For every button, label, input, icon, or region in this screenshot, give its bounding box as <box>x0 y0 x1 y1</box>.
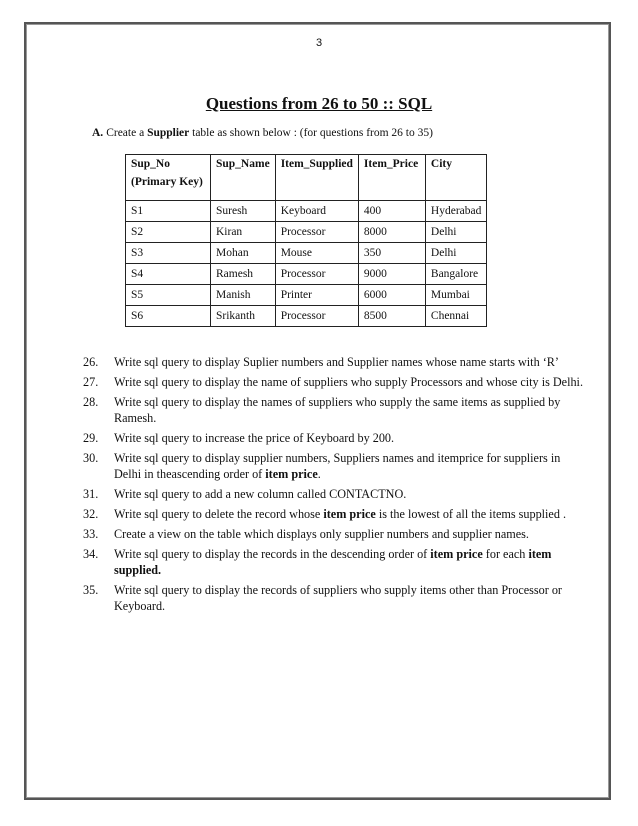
cell-sup-name: Manish <box>211 285 276 306</box>
header-sup-name: Sup_Name <box>211 155 276 201</box>
table-header-row <box>126 155 487 201</box>
question-item <box>83 582 583 614</box>
question-text-part: Write sql query to add a new column called CONTACTNO. <box>114 487 407 501</box>
cell-sup-name: Ramesh <box>211 264 276 285</box>
question-item <box>83 394 583 426</box>
question-text-part: Write sql query to increase the price of Keyboard by 200. <box>114 431 395 445</box>
question-text-part: Write sql query to delete the record whose <box>114 507 324 521</box>
question-emphasis: item supplied. <box>114 547 552 577</box>
cell-sup-no: S4 <box>126 264 211 285</box>
question-text-part: Write sql query to display supplier numbers, Suppliers names and itemprice for suppliers in Delhi in theascending order of <box>114 451 561 481</box>
header-city: City <box>425 155 486 201</box>
cell-item-price: 8000 <box>358 222 425 243</box>
question-emphasis: item price <box>265 467 318 481</box>
cell-item-price: 8500 <box>358 306 425 327</box>
cell-item-supplied: Processor <box>275 264 358 285</box>
cell-item-supplied: Processor <box>275 222 358 243</box>
header-sup-no-label: Sup_No <box>131 158 170 170</box>
question-text-part: Write sql query to display the name of suppliers who supply Processors and whose city is Delhi. <box>114 375 583 389</box>
cell-city: Mumbai <box>425 285 486 306</box>
header-primary-key-label: (Primary Key) <box>131 176 203 188</box>
question-item <box>83 450 583 482</box>
header-sup-no <box>126 155 211 201</box>
cell-sup-name: Srikanth <box>211 306 276 327</box>
question-item <box>83 430 583 446</box>
question-item <box>83 354 583 370</box>
cell-sup-no: S2 <box>126 222 211 243</box>
table-row <box>126 306 487 327</box>
question-number: 31. <box>83 487 99 501</box>
question-text-part: Write sql query to display the records in the descending order of <box>114 547 431 561</box>
cell-item-price: 350 <box>358 243 425 264</box>
question-number: 30. <box>83 451 99 465</box>
question-text-part: for each <box>482 547 529 561</box>
header-item-supplied: Item_Supplied <box>275 155 358 201</box>
cell-sup-no: S5 <box>126 285 211 306</box>
cell-item-price: 9000 <box>358 264 425 285</box>
cell-sup-no: S1 <box>126 201 211 222</box>
cell-sup-no: S6 <box>126 306 211 327</box>
question-text-part: Write sql query to display the names of suppliers who supply the same items as supplied by Ramesh. <box>114 395 561 425</box>
question-text <box>114 394 583 426</box>
header-item-price: Item_Price <box>358 155 425 201</box>
table-body <box>126 201 487 327</box>
cell-city: Delhi <box>425 243 486 264</box>
cell-item-supplied: Printer <box>275 285 358 306</box>
question-text <box>114 450 583 482</box>
question-number: 33. <box>83 527 99 541</box>
page-number: 3 <box>315 37 323 49</box>
question-text-part: . <box>317 467 321 481</box>
table-row <box>126 201 487 222</box>
question-text-part: is the lowest of all the items supplied . <box>375 507 567 521</box>
cell-item-supplied: Mouse <box>275 243 358 264</box>
question-number: 32. <box>83 507 99 521</box>
question-item <box>83 546 583 578</box>
cell-city: Bangalore <box>425 264 486 285</box>
question-list <box>83 354 583 618</box>
question-text-part: Create a view on the table which displays only supplier numbers and supplier names. <box>114 527 529 541</box>
question-text-part: Write sql query to display the records of suppliers who supply items other than Processor or Keyboard. <box>114 583 562 613</box>
page-title: Questions from 26 to 50 :: SQL <box>205 94 433 113</box>
intro-table-name: Supplier <box>147 127 190 139</box>
question-emphasis: item price <box>430 547 483 561</box>
question-item <box>83 374 583 390</box>
intro-text-before: Create a <box>106 127 148 139</box>
question-number: 29. <box>83 431 99 445</box>
table-row <box>126 285 487 306</box>
intro-line <box>92 127 433 139</box>
cell-sup-name: Mohan <box>211 243 276 264</box>
cell-item-price: 400 <box>358 201 425 222</box>
intro-text-after: table as shown below : (for questions from 26 to 35) <box>189 127 433 139</box>
cell-sup-name: Kiran <box>211 222 276 243</box>
question-text <box>114 506 583 522</box>
question-item <box>83 486 583 502</box>
cell-item-price: 6000 <box>358 285 425 306</box>
question-number: 27. <box>83 375 99 389</box>
question-text-part: Write sql query to display Suplier numbers and Supplier names whose name starts with ‘R’ <box>114 355 559 369</box>
cell-item-supplied: Processor <box>275 306 358 327</box>
table-row <box>126 222 487 243</box>
question-text <box>114 526 583 542</box>
table-row <box>126 243 487 264</box>
table-row <box>126 264 487 285</box>
cell-city: Chennai <box>425 306 486 327</box>
question-text <box>114 374 583 390</box>
question-number: 34. <box>83 547 99 561</box>
supplier-table <box>125 154 487 327</box>
question-emphasis: item price <box>323 507 376 521</box>
cell-sup-name: Suresh <box>211 201 276 222</box>
question-text <box>114 486 583 502</box>
question-number: 26. <box>83 355 99 369</box>
cell-city: Delhi <box>425 222 486 243</box>
question-number: 28. <box>83 395 99 409</box>
cell-sup-no: S3 <box>126 243 211 264</box>
cell-item-supplied: Keyboard <box>275 201 358 222</box>
question-text <box>114 354 583 370</box>
question-text <box>114 546 583 578</box>
question-item <box>83 506 583 522</box>
section-marker: A. <box>92 127 104 139</box>
question-text <box>114 430 583 446</box>
question-number: 35. <box>83 583 99 597</box>
cell-city: Hyderabad <box>425 201 486 222</box>
question-item <box>83 526 583 542</box>
question-text <box>114 582 583 614</box>
